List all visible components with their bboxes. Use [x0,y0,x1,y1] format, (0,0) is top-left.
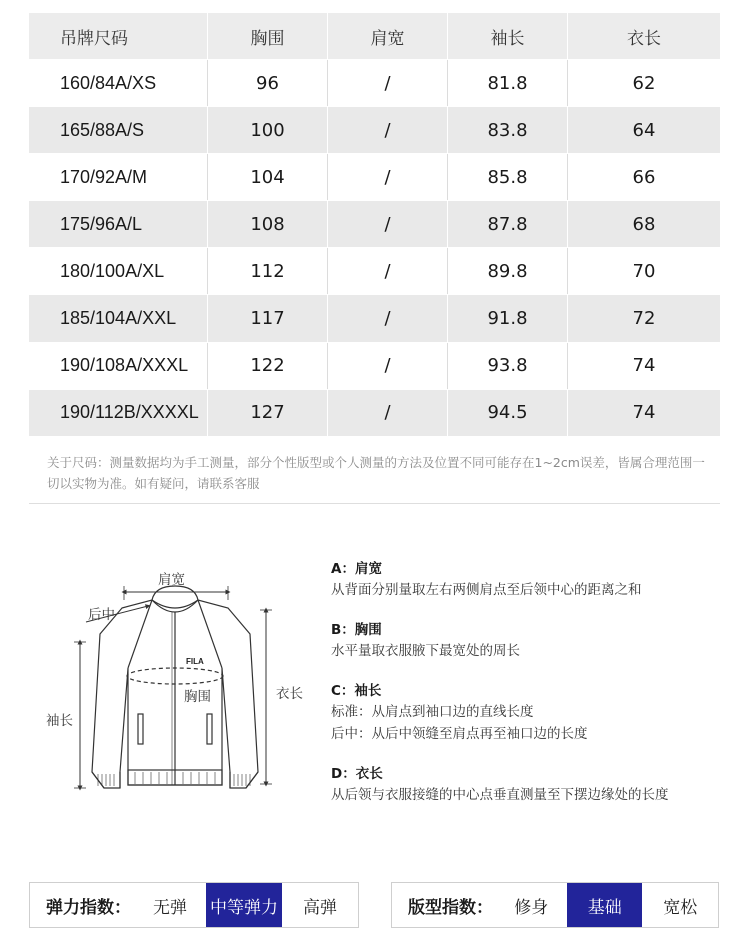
cell-size: 175/96A/L [60,213,143,234]
elasticity-index [29,882,359,928]
definition-title: D：衣长 [331,766,383,782]
cell-sleeve: 83.8 [447,107,567,153]
cell-chest: 117 [207,295,327,341]
cell-shoulder: / [327,343,447,389]
definition-sleeve [331,682,731,745]
cell-shoulder: / [327,107,447,153]
header-size: 吊牌尺码 [60,28,128,49]
definition-title: B：胸围 [331,622,382,638]
cell-sleeve: 89.8 [447,248,567,294]
definition-length [331,765,731,806]
fit-option: 修身 [514,897,549,918]
table-row [29,342,720,389]
fit-index [391,882,719,928]
cell-size: 190/108A/XXXL [60,355,189,376]
cell-sleeve: 93.8 [447,343,567,389]
cell-length: 74 [567,390,720,436]
cell-size: 170/92A/M [60,166,148,187]
cell-sleeve: 85.8 [447,154,567,200]
header-shoulder: 肩宽 [327,13,447,59]
table-row [29,153,720,200]
header-sleeve: 袖长 [447,13,567,59]
cell-size: 190/112B/XXXXL [60,402,199,423]
elasticity-option: 无弹 [153,897,187,918]
table-row [29,59,720,106]
table-row [29,106,720,153]
definition-text: 从背面分别量取左右两侧肩点至后领中心的距离之和 [331,582,642,598]
cell-length: 62 [567,60,720,106]
cell-sleeve: 94.5 [447,390,567,436]
cell-sleeve: 81.8 [447,60,567,106]
divider [29,503,720,504]
cell-length: 72 [567,295,720,341]
table-row [29,200,720,247]
definition-title: A：肩宽 [331,561,382,577]
measurement-diagram [40,560,320,810]
header-chest: 胸围 [207,13,327,59]
cell-shoulder: / [327,201,447,247]
cell-chest: 108 [207,201,327,247]
shoulder-label: 肩宽 [158,572,185,588]
fit-option: 基础 [567,883,643,927]
cell-sleeve: 87.8 [447,201,567,247]
definition-chest [331,621,731,662]
fit-option: 宽松 [663,897,698,918]
cell-length: 66 [567,154,720,200]
cell-chest: 100 [207,107,327,153]
cell-length: 64 [567,107,720,153]
cell-size: 160/84A/XS [60,72,157,93]
definition-text: 从后领与衣服接缝的中心点垂直测量至下摆边缘处的长度 [331,787,669,803]
cell-chest: 122 [207,343,327,389]
table-row [29,294,720,341]
elasticity-option: 中等弹力 [206,883,282,927]
cell-size: 180/100A/XL [60,260,165,281]
cell-shoulder: / [327,154,447,200]
cell-length: 74 [567,343,720,389]
cell-chest: 96 [207,60,327,106]
table-header-row [29,13,720,59]
cell-chest: 112 [207,248,327,294]
definition-title: C：袖长 [331,683,382,699]
back-center-label: 后中 [88,607,115,623]
cell-chest: 104 [207,154,327,200]
cell-chest: 127 [207,390,327,436]
header-length: 衣长 [567,13,720,59]
cell-sleeve: 91.8 [447,295,567,341]
cell-shoulder: / [327,60,447,106]
definition-text: 标准：从肩点到袖口边的直线长度 [331,704,534,720]
cell-shoulder: / [327,248,447,294]
table-row [29,389,720,436]
cell-shoulder: / [327,295,447,341]
chest-label: 胸围 [184,689,211,705]
size-table [29,13,720,436]
elasticity-label: 弹力指数： [46,897,131,918]
cell-length: 70 [567,248,720,294]
definition-text: 后中：从后中领缝至肩点再至袖口边的长度 [331,726,588,742]
cell-shoulder: / [327,390,447,436]
elasticity-option: 高弹 [303,897,337,918]
cell-size: 165/88A/S [60,119,145,140]
length-label: 衣长 [276,686,303,702]
definition-text: 水平量取衣服腋下最宽处的周长 [331,643,520,659]
definition-shoulder [331,560,731,601]
sleeve-label: 袖长 [46,713,73,729]
fit-label: 版型指数： [408,897,493,918]
cell-size: 185/104A/XXL [60,308,177,329]
measurement-definitions [331,560,731,826]
cell-length: 68 [567,201,720,247]
logo-text: FILA [186,657,204,666]
size-note: 关于尺码：测量数据均为手工测量，部分个性版型或个人测量的方法及位置不同可能存在1~2cm误差，皆属合理范围一切以实物为准。如有疑问，请联系客服 [47,455,705,491]
table-row [29,247,720,294]
